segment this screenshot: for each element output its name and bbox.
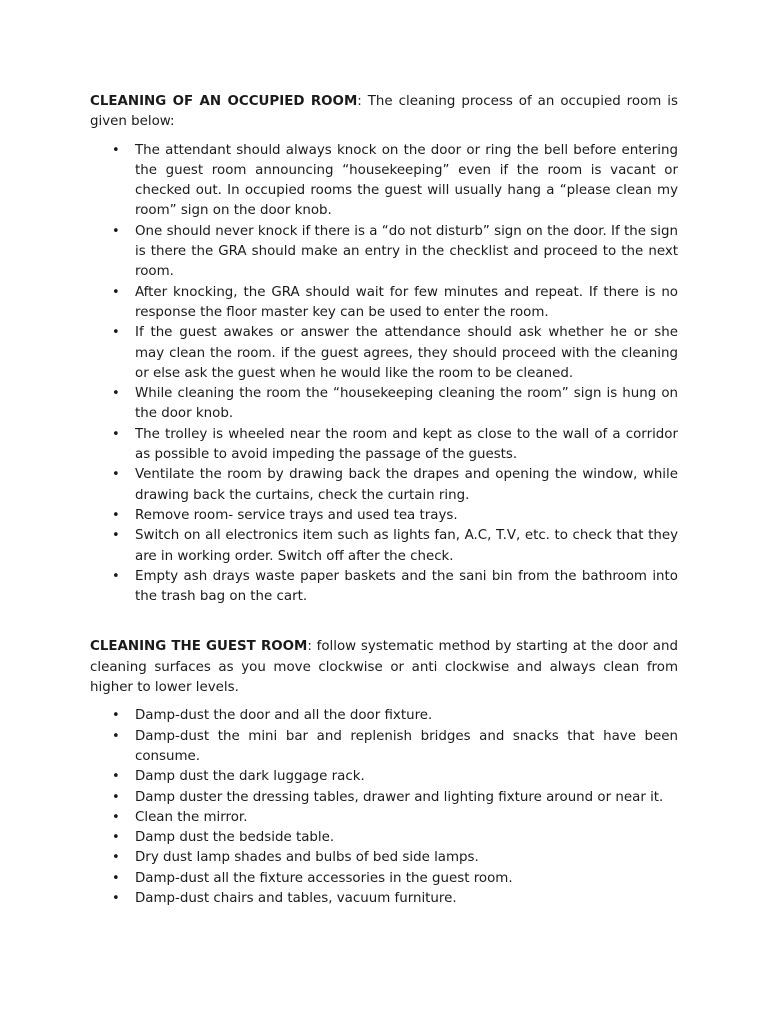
list-item: • Remove room- service trays and used tea trays. bbox=[90, 506, 678, 526]
list-item: • Damp dust the dark luggage rack. bbox=[90, 767, 678, 787]
list-item: • Damp duster the dressing tables, drawer and lighting fixture around or near it. bbox=[90, 788, 678, 808]
list-item: • After knocking, the GRA should wait for few minutes and repeat. If there is no response the floor master key can be used to enter the room. bbox=[90, 283, 678, 324]
document-page bbox=[90, 92, 678, 909]
list-item: • Damp dust the bedside table. bbox=[90, 828, 678, 848]
list-item: • If the guest awakes or answer the attendance should ask whether he or she may clean the room. if the guest agrees, they should proceed with the cleaning or else ask the guest when he would like the room to be cleaned. bbox=[90, 323, 678, 384]
list-item: • Ventilate the room by drawing back the drapes and opening the window, while drawing back the curtains, check the curtain ring. bbox=[90, 465, 678, 506]
list-item: • Damp-dust the door and all the door fixture. bbox=[90, 706, 678, 726]
section-intro bbox=[90, 637, 678, 698]
section-heading: CLEANING THE GUEST ROOM bbox=[90, 639, 308, 655]
section-heading: CLEANING OF AN OCCUPIED ROOM bbox=[90, 94, 358, 109]
list-item: • One should never knock if there is a “do not disturb” sign on the door. If the sign is there the GRA should make an entry in the checklist and proceed to the next room. bbox=[90, 222, 678, 283]
list-item: • Damp-dust all the fixture accessories in the guest room. bbox=[90, 869, 678, 889]
section-occupied-room bbox=[90, 92, 678, 607]
list-item: • Dry dust lamp shades and bulbs of bed side lamps. bbox=[90, 848, 678, 868]
section-intro-text: : follow systematic method by starting at the door and cleaning surfaces as you move clockwise or anti clockwise and always clean from higher to lower levels. bbox=[90, 639, 678, 696]
list-item: • Clean the mirror. bbox=[90, 808, 678, 828]
list-item: • Damp-dust the mini bar and replenish bridges and snacks that have been consume. bbox=[90, 727, 678, 768]
bullet-list bbox=[90, 706, 678, 909]
section-guest-room bbox=[90, 637, 678, 909]
list-item: • While cleaning the room the “housekeeping cleaning the room” sign is hung on the door knob. bbox=[90, 384, 678, 425]
section-intro-text: : The cleaning process of an occupied room is given below: bbox=[90, 94, 678, 130]
list-item: • Switch on all electronics item such as lights fan, A.C, T.V, etc. to check that they are in working order. Switch off after the check. bbox=[90, 526, 678, 567]
list-item: • The trolley is wheeled near the room and kept as close to the wall of a corridor as possible to avoid impeding the passage of the guests. bbox=[90, 425, 678, 466]
bullet-list bbox=[90, 141, 678, 608]
list-item: • The attendant should always knock on the door or ring the bell before entering the guest room announcing “housekeeping” even if the room is vacant or checked out. In occupied rooms the guest will usually hang a “please clean my room” sign on the door knob. bbox=[90, 141, 678, 222]
section-intro bbox=[90, 92, 678, 133]
list-item: • Empty ash drays waste paper baskets and the sani bin from the bathroom into the trash bag on the cart. bbox=[90, 567, 678, 608]
list-item: • Damp-dust chairs and tables, vacuum furniture. bbox=[90, 889, 678, 909]
